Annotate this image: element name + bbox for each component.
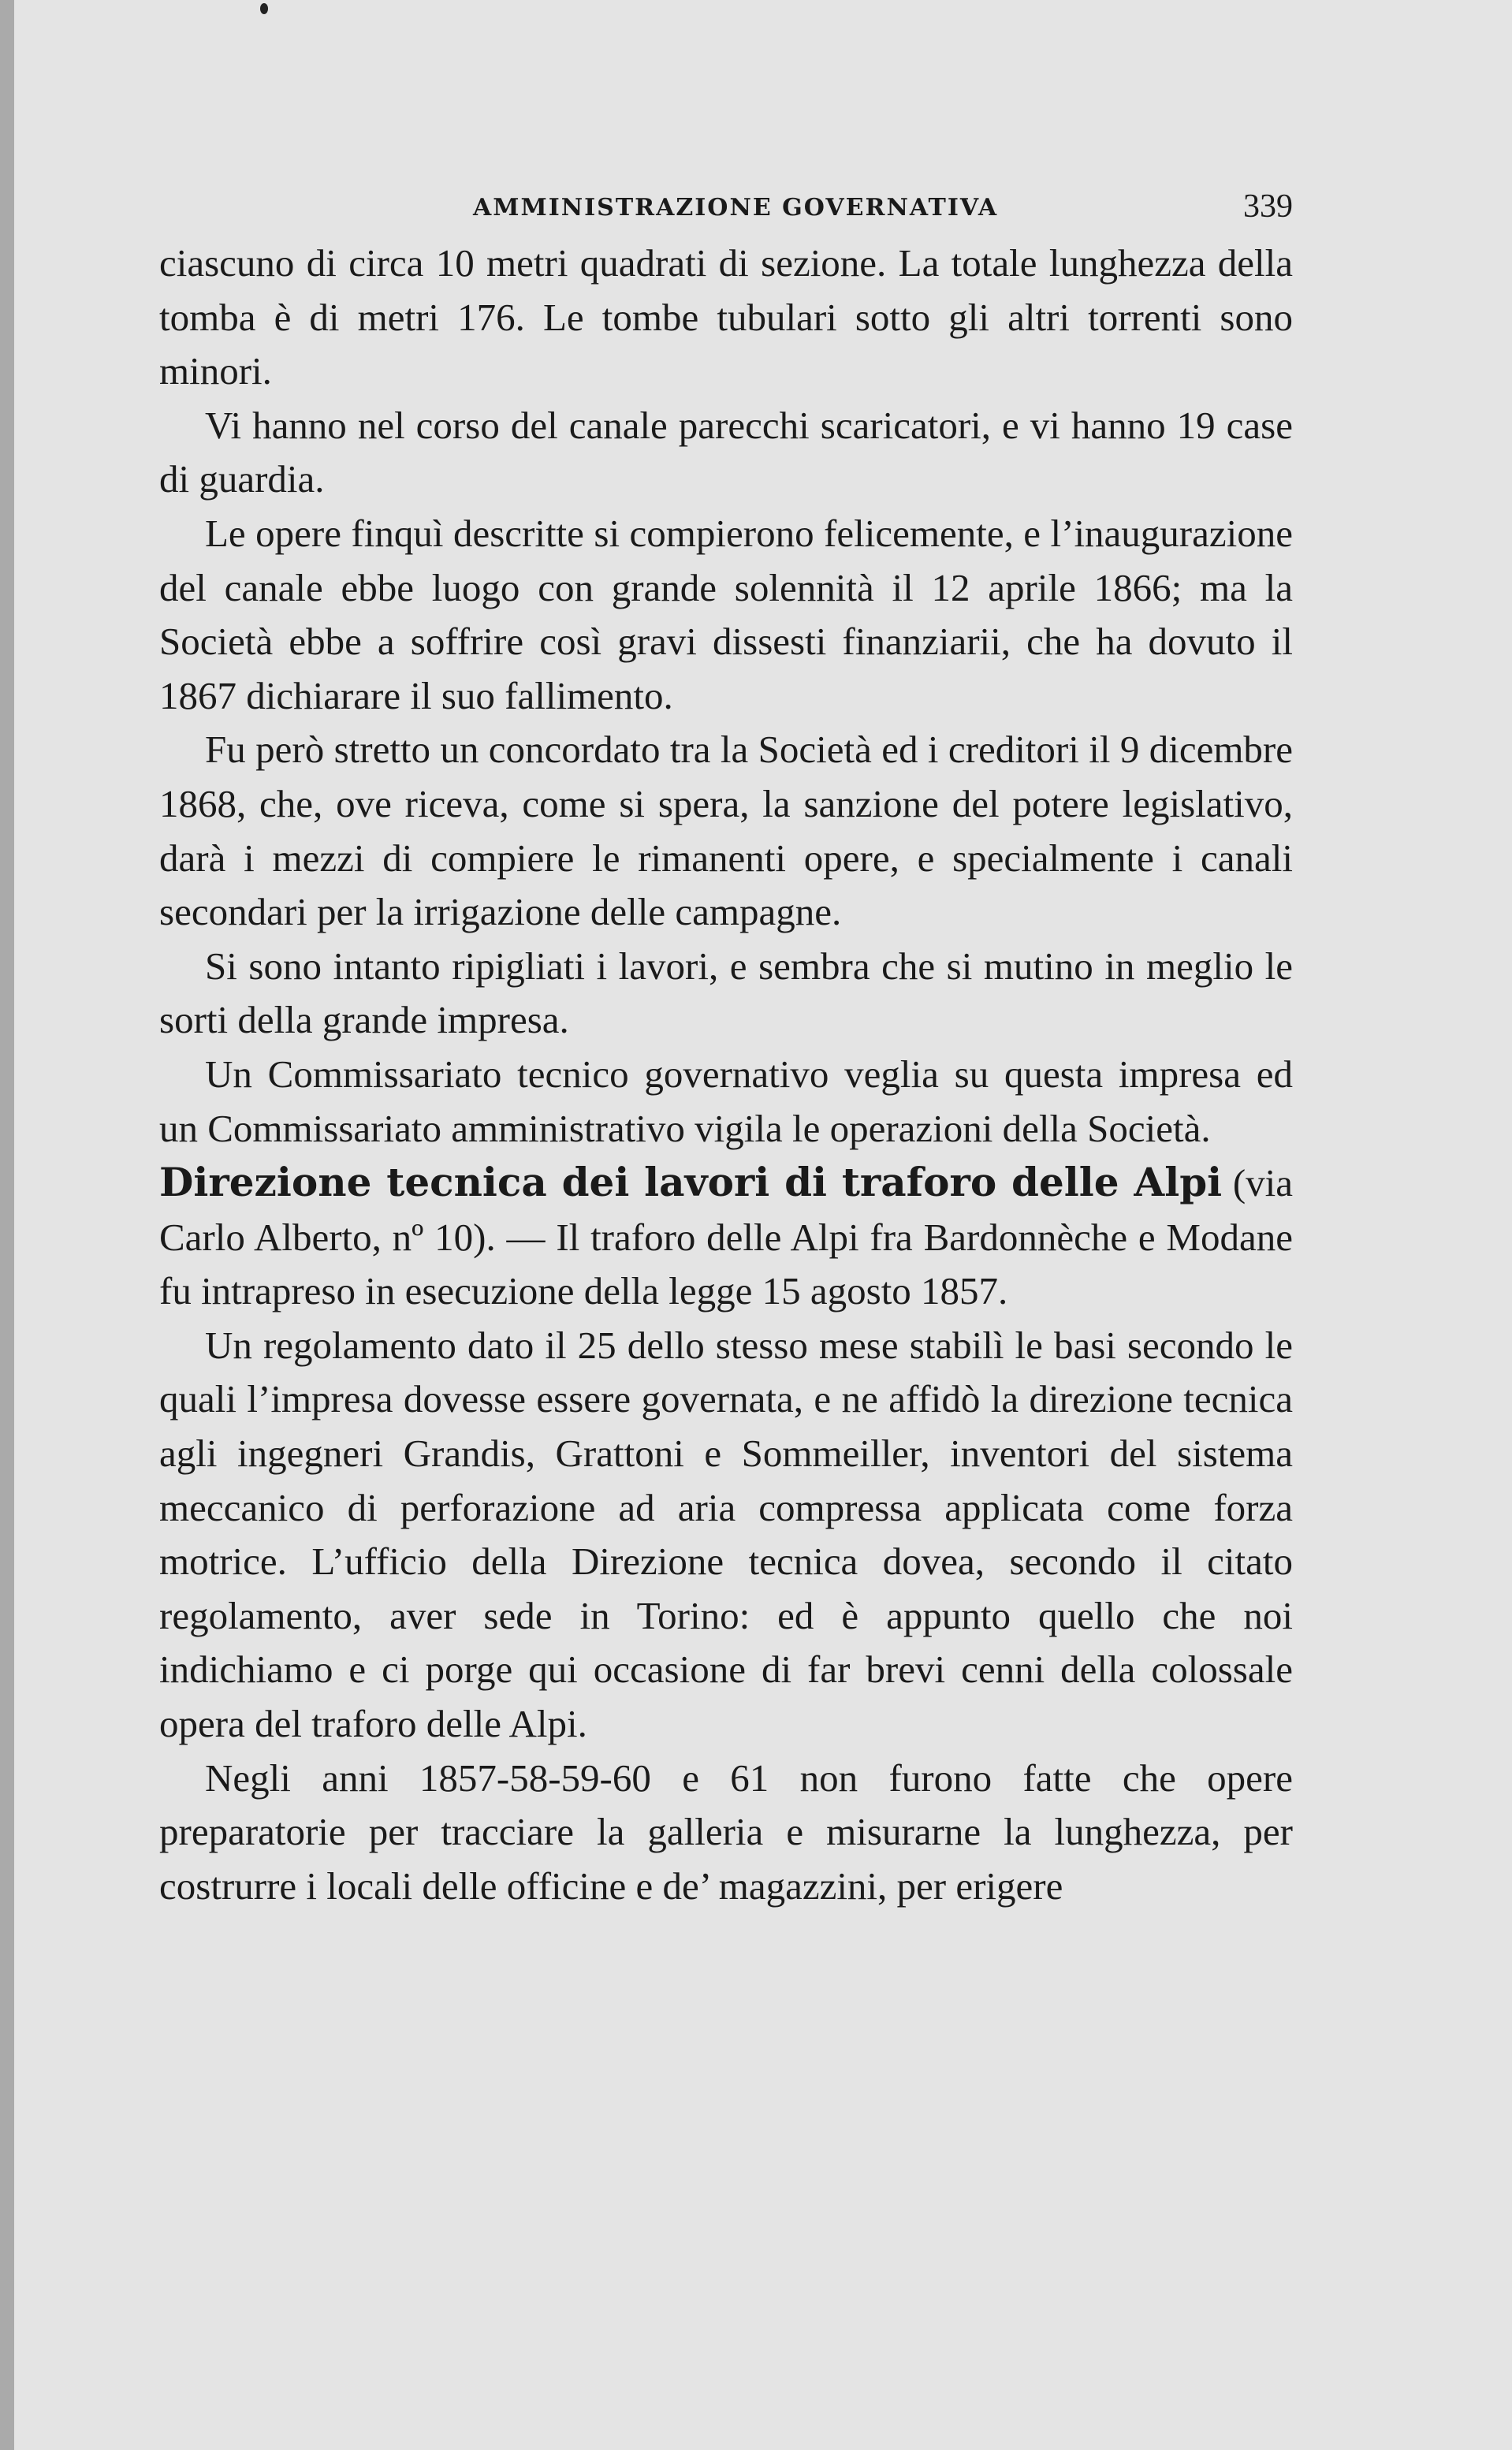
paragraph: Le opere finquì descritte si compierono felicemente, e l’inaugurazione del canale ebbe luogo con grande solennità il 12 aprile 1866; ma la Società ebbe a soffrire così gravi dissesti finanziarii, che ha dovuto il 1867 dichiarare il suo fallimento. bbox=[159, 511, 1293, 717]
page-left-edge bbox=[0, 0, 14, 2450]
page-number: 339 bbox=[1243, 188, 1293, 225]
running-head: AMMINISTRAZIONE GOVERNATIVA bbox=[473, 194, 999, 222]
paragraph: Fu però stretto un concordato tra la Società ed i creditori il 9 dicembre 1868, che, ove riceva, come si spera, la sanzione del potere legislativo, darà i mezzi di compiere le rimanenti opere, e specialmente i canali secondari per la irrigazione delle campagne. bbox=[159, 728, 1293, 934]
section-heading: Direzione tecnica dei lavori di traforo delle Alpi bbox=[159, 1159, 1223, 1206]
paragraph: ciascuno di circa 10 metri quadrati di sezione. La totale lunghezza della tomba è di metri 176. Le tombe tubulari sotto gli altri torrenti sono minori. bbox=[159, 241, 1293, 393]
paragraph: Un regolamento dato il 25 dello stesso mese stabilì le basi secondo le quali l’impresa dovesse essere governata, e ne affidò la direzione tecnica agli ingegneri Grandis, Grattoni e Sommeiller, inventori del sistema meccanico di perforazione ad aria compressa applicata come forza motrice. L’ufficio della Direzione tecnica dovea, secondo il citato regolamento, aver sede in Torino: ed è appunto quello che noi indichiamo e ci porge qui occasione di far brevi cenni della colossale opera del traforo delle Alpi. bbox=[159, 1323, 1293, 1746]
paragraph: Si sono intanto ripigliati i lavori, e sembra che si mutino in meglio le sorti della grande impresa. bbox=[159, 944, 1293, 1042]
page-header bbox=[158, 188, 1293, 227]
ink-speck bbox=[260, 3, 268, 14]
body-text bbox=[159, 236, 1293, 1913]
section-paragraph bbox=[159, 1156, 1293, 1319]
paragraph: Vi hanno nel corso del canale parecchi scaricatori, e vi hanno 19 case di guardia. bbox=[159, 403, 1293, 501]
paragraph: Un Commissariato tecnico governativo veglia su questa impresa ed un Commissariato amministrativo vigila le operazioni della Società. bbox=[159, 1052, 1293, 1150]
section-lead: (via Carlo Alberto, nº 10). — Il traforo delle Alpi fra Bardonnèche e Modane fu intrapreso in esecuzione della legge 15 agosto 1857. bbox=[159, 1161, 1294, 1313]
paragraph: Negli anni 1857-58-59-60 e 61 non furono fatte che opere preparatorie per tracciare la galleria e misurarne la lunghezza, per costrurre i locali delle officine e de’ magazzini, per erigere bbox=[159, 1756, 1293, 1908]
